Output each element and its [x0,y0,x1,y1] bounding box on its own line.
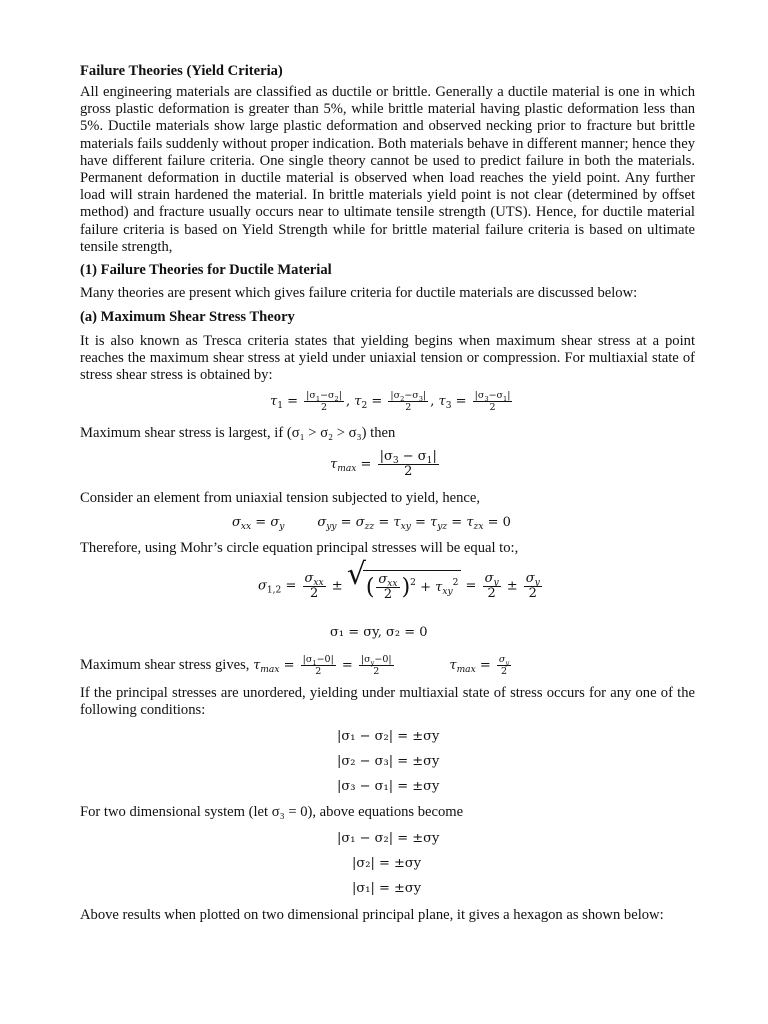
tresca-paragraph: It is also known as Tresca criteria states that yielding begins when maximum shear stress at a point reaches the maximum shear stress at yield under uniaxial tension or compression. For multiaxial state of stress shear stress is obtained by: [80,333,695,384]
two-dim-condition-3: |σ₁| = ±σy [352,881,422,896]
yield-condition-2: |σ₂ − σ₃| = ±σy [337,754,440,769]
section-heading-ductile: (1) Failure Theories for Ductile Material [80,262,332,278]
subsection-heading-max-shear: (a) Maximum Shear Stress Theory [80,309,295,325]
mohr-circle-text: Therefore, using Mohr’s circle equation principal stresses will be equal to:, [80,540,519,556]
uniaxial-stress-equation: $\sigma_{xx} = \sigma_y$ $\sigma_{yy} = \sigma_{zz} = \tau_{xy} = \tau_{yz} = \tau_{zx} = 0$ [232,515,511,532]
hexagon-conclusion-paragraph: Above results when plotted on two dimensional principal plane, it gives a hexagon as shown below: [80,907,664,923]
max-shear-gives-line: Maximum shear stress gives, $\tau_{max}$ = $\frac{|\sigma_1-0|}{2}$ = $\frac{|\sigma_y-0|}{2}$ $\tau_{max}$ = $\frac{\sigma_y}{2}$ [80,654,510,677]
yield-condition-1: |σ₁ − σ₂| = ±σy [337,729,440,744]
principal-stress-equation: $\sigma_{1,2}$ = $\frac{\sigma_{xx}}{2}$ ± √ ( $\frac{\sigma_{xx}}{2}$ )$^2 + \tau_{xy}^2$ = $\frac{\sigma_y}{2}$ ± $\frac{\sigma_y}{2}$ [258,557,540,602]
section-intro-text: Many theories are present which gives failure criteria for ductile materials are discussed below: [80,285,638,301]
two-dimensional-text: For two dimensional system (let σ₃ = 0), above equations become [80,804,464,820]
max-shear-gives-label: Maximum shear stress gives, [80,657,254,673]
intro-paragraph: All engineering materials are classified as ductile or brittle. Generally a ductile material is one in which gross plastic deformation is greater than 5%, while brittle material having plastic deformation less than 5%. Ductile materials show large plastic deformation and observed necking prior to fracture but brittle materials fails suddenly without proper indication. Both materials behave in different manner; hence they have different failure criteria. One single theory cannot be used to predict failure in both the materials. Permanent deformation in ductile material is observed when load reaches the yield point. Any further load will strain hardened the material. In brittle materials yield point is not clear (determined by offset method) and fracture usually occurs near to ultimate tensile strength (UTS). Hence, for ductile material failure criteria is based on Yield Strength while for brittle material failure criteria is based on ultimate tensile strength, [80,84,695,255]
yield-condition-3: |σ₃ − σ₁| = ±σy [337,779,440,794]
two-dim-condition-2: |σ₂| = ±σy [352,856,422,871]
tau-max-equation: $\tau_{max}$ = $\frac{|\sigma_3 - \sigma_1|}{2}$ [330,449,437,479]
unordered-stresses-paragraph: If the principal stresses are unordered, yielding under multiaxial state of stress occurs for any one of the following conditions: [80,685,695,719]
max-shear-condition: Maximum shear stress is largest, if (σ₁ > σ₂ > σ₃) then [80,425,396,441]
uniaxial-element-text: Consider an element from uniaxial tension subjected to yield, hence, [80,490,480,506]
shear-components-equation: $\tau_1$ = $\frac{|\sigma_1-\sigma_2|}{2}$ , $\tau_2$ = $\frac{|\sigma_2-\sigma_3|}{2}$ , $\tau_3$ = $\frac{|\sigma_3-\sigma_1|}{2}$ [270,390,511,413]
principal-yield-equation: σ₁ = σy, σ₂ = 0 [330,625,428,640]
document-title: Failure Theories (Yield Criteria) [80,63,283,79]
two-dim-condition-1: |σ₁ − σ₂| = ±σy [337,831,440,846]
